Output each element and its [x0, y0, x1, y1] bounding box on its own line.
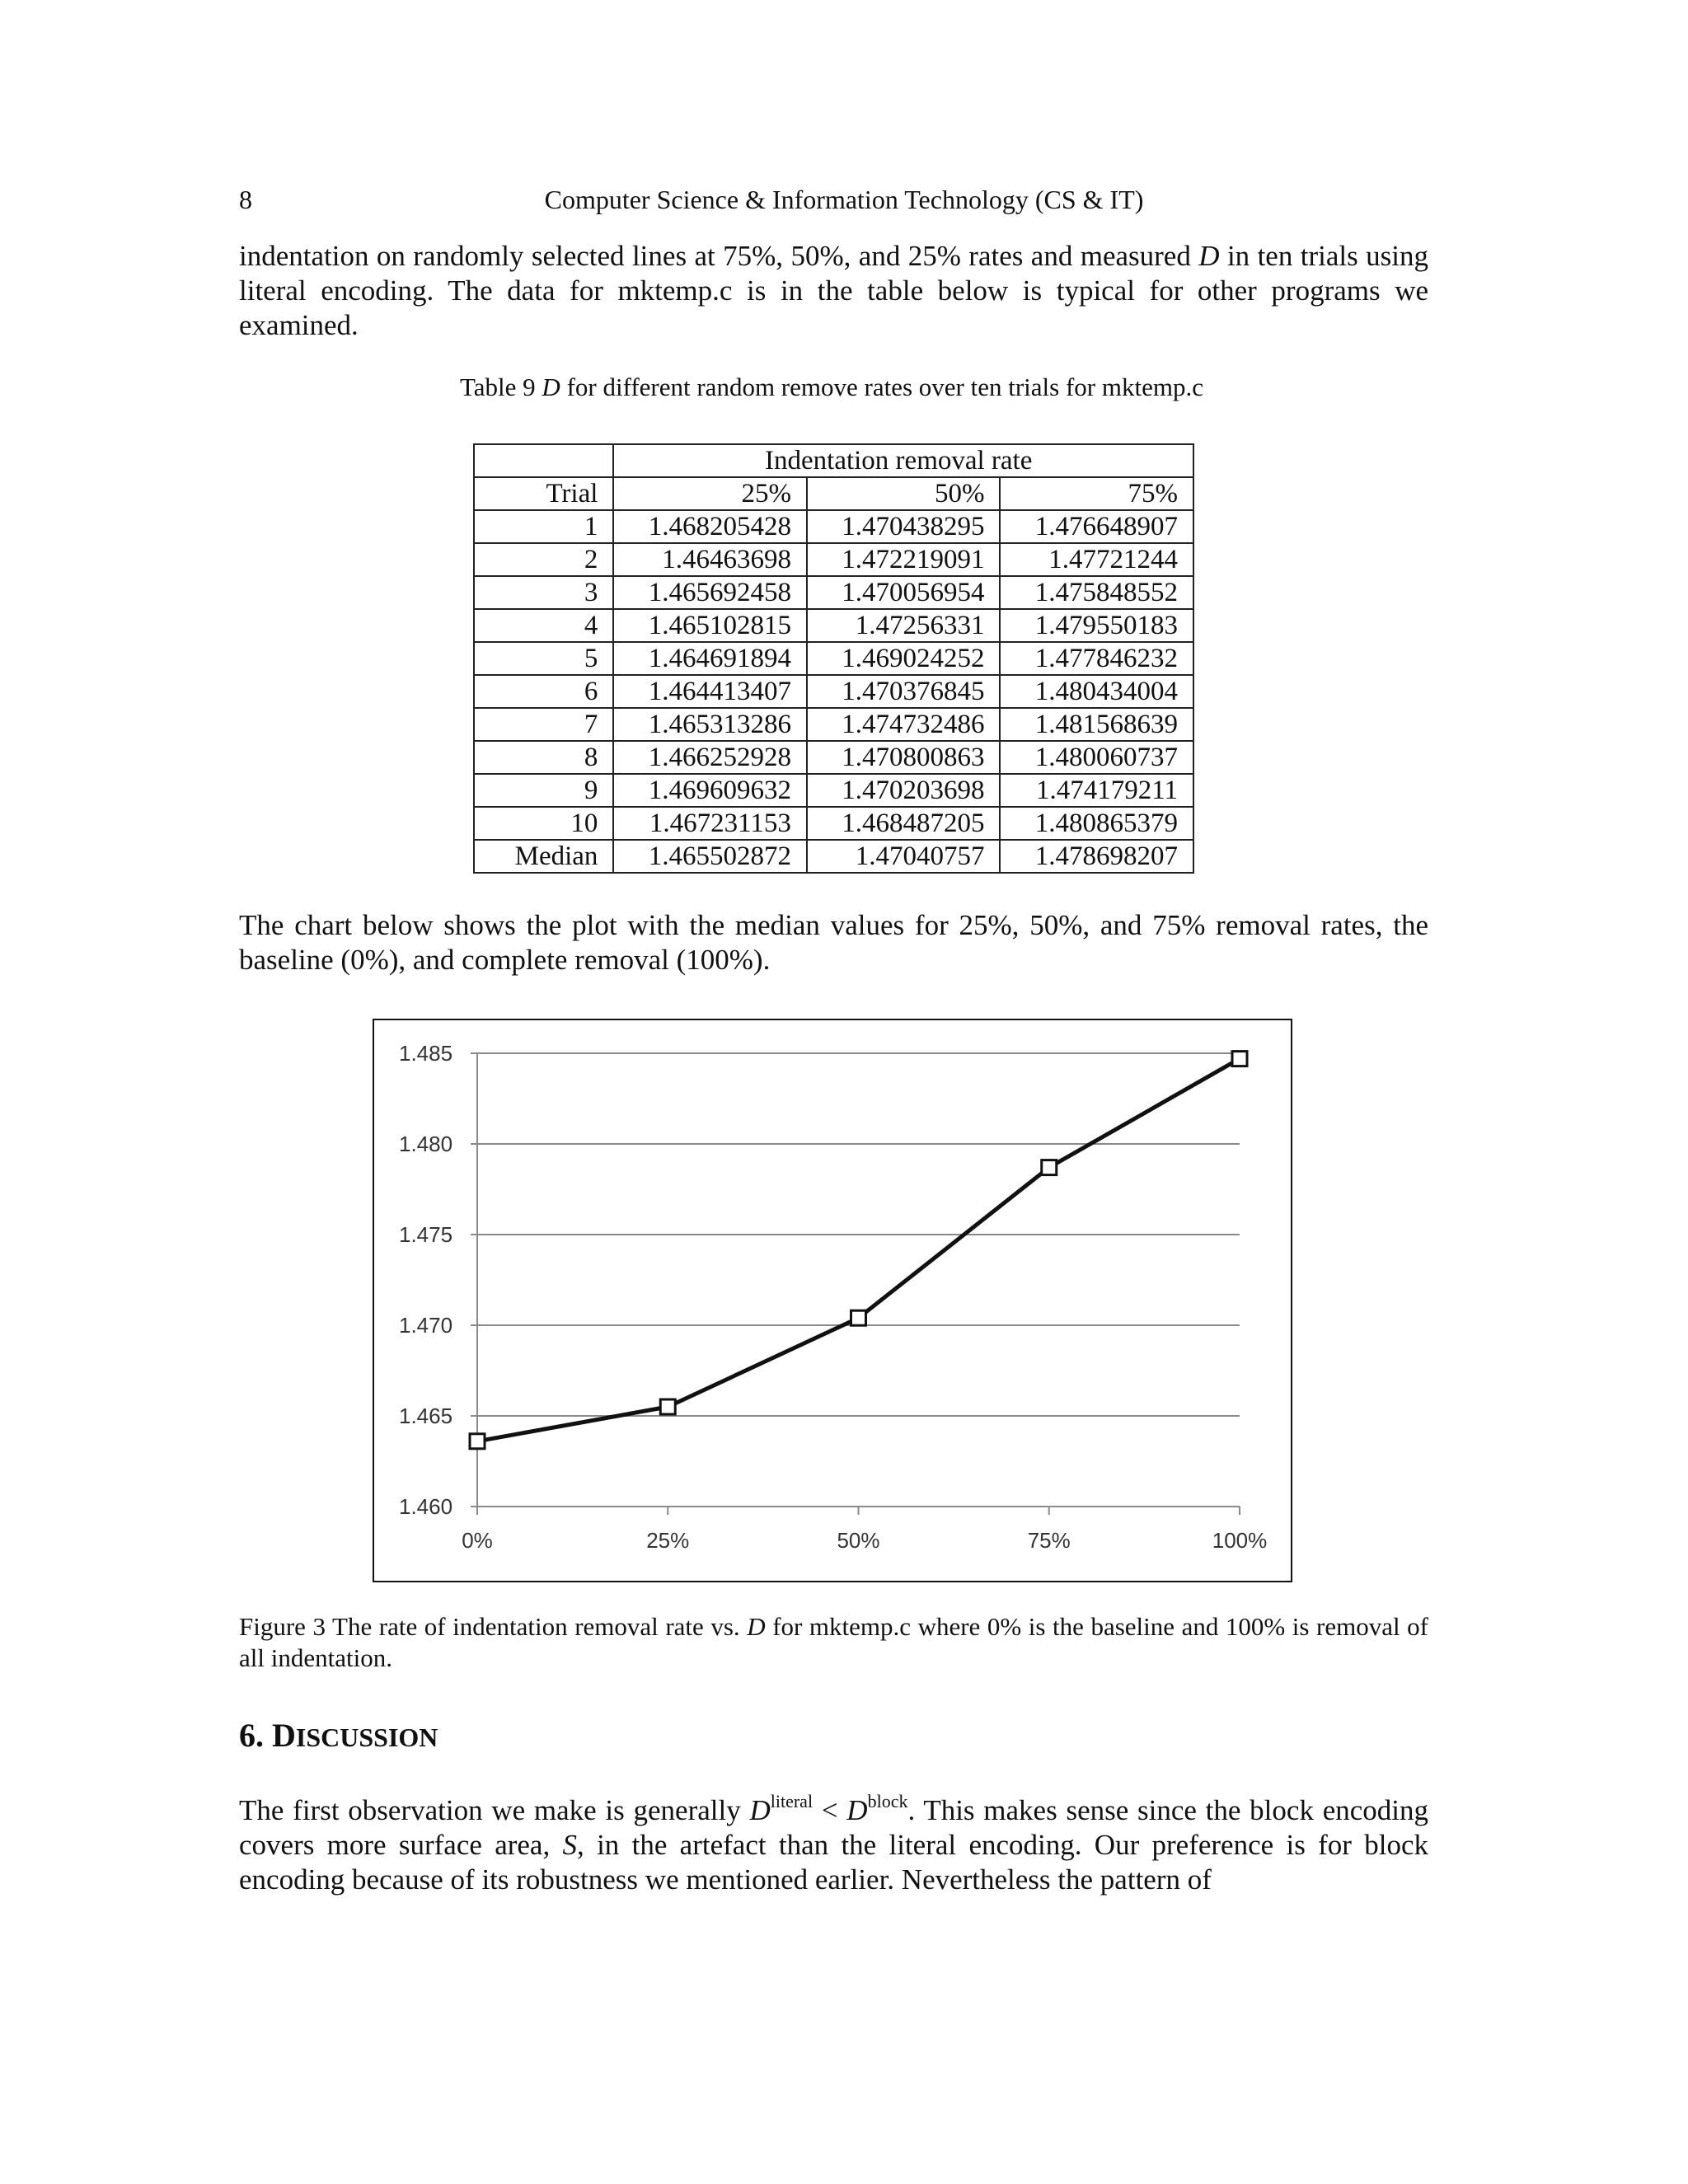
- line-chart-svg: [374, 1020, 1291, 1581]
- table-cell: 1.467231153: [613, 807, 807, 840]
- table-cell: 1.47256331: [807, 609, 1001, 642]
- y-tick-label: 1.480: [399, 1132, 453, 1156]
- table-header-trial: Trial: [474, 477, 613, 510]
- table-row-label: 9: [474, 774, 613, 807]
- table-header-75: 75%: [1000, 477, 1193, 510]
- table-cell: 1.472219091: [807, 543, 1001, 576]
- data-point-marker: [470, 1434, 485, 1449]
- x-tick-label: 50%: [837, 1528, 880, 1553]
- discussion-paragraph: [239, 1793, 1428, 1897]
- table-row: [474, 708, 1193, 741]
- table-group-header-row: [474, 444, 1193, 477]
- table-caption-prefix: Table 9: [460, 373, 542, 401]
- table-cell: 1.470800863: [807, 741, 1001, 774]
- discussion-text-1: The first observation we make is generally: [239, 1794, 750, 1826]
- table-row-label: 5: [474, 642, 613, 675]
- y-tick-label: 1.460: [399, 1494, 453, 1519]
- data-point-marker: [1042, 1160, 1057, 1175]
- results-table-body: [474, 444, 1193, 873]
- section-title-initial: D: [272, 1717, 296, 1754]
- table-row: [474, 774, 1193, 807]
- table-cell: 1.465102815: [613, 609, 807, 642]
- table-caption-variable: D: [542, 373, 560, 401]
- table-cell: 1.464413407: [613, 675, 807, 708]
- table-cell: 1.477846232: [1000, 642, 1193, 675]
- table-cell: 1.469024252: [807, 642, 1001, 675]
- x-tick-label: 100%: [1212, 1528, 1268, 1553]
- table-row-label: 1: [474, 510, 613, 543]
- table-row-label: 10: [474, 807, 613, 840]
- table-row-label: 7: [474, 708, 613, 741]
- discussion-sup-literal: literal: [770, 1791, 814, 1811]
- table-cell: 1.481568639: [1000, 708, 1193, 741]
- series-line: [477, 1059, 1240, 1441]
- table-cell: 1.478698207: [1000, 840, 1193, 873]
- table-cell: 1.480865379: [1000, 807, 1193, 840]
- table-caption-text: for different random remove rates over ten trials for mktemp.c: [560, 373, 1203, 401]
- data-point-marker: [1232, 1052, 1247, 1066]
- discussion-d-literal: D: [749, 1794, 771, 1826]
- table-row: [474, 675, 1193, 708]
- table-cell: 1.464691894: [613, 642, 807, 675]
- table-empty-cell: [474, 444, 613, 477]
- table-header-50: 50%: [807, 477, 1001, 510]
- table-cell: 1.47040757: [807, 840, 1001, 873]
- table-row: [474, 642, 1193, 675]
- table-cell: 1.470056954: [807, 576, 1001, 609]
- table-cell: 1.474732486: [807, 708, 1001, 741]
- table-caption: [0, 373, 1663, 402]
- intro-text-2: in ten trials using literal encoding. The data for mktemp.c is in the table below is typical for other programs we examined.: [239, 240, 1428, 341]
- table-row: [474, 510, 1193, 543]
- discussion-variable-s: S: [562, 1829, 578, 1861]
- y-tick-label: 1.470: [399, 1313, 453, 1338]
- results-table: [473, 443, 1194, 874]
- discussion-text-3: . This makes sense since the block encoding covers more surface area,: [239, 1794, 1428, 1861]
- table-cell: 1.468487205: [807, 807, 1001, 840]
- table-row-label: 8: [474, 741, 613, 774]
- table-row: [474, 840, 1193, 873]
- table-cell: 1.46463698: [613, 543, 807, 576]
- table-group-header: Indentation removal rate: [613, 444, 1193, 477]
- table-cell: 1.466252928: [613, 741, 807, 774]
- page-number: 8: [239, 185, 252, 214]
- table-cell: 1.465313286: [613, 708, 807, 741]
- table-cell: 1.469609632: [613, 774, 807, 807]
- table-cell: 1.470203698: [807, 774, 1001, 807]
- table-row: [474, 576, 1193, 609]
- running-head: Computer Science & Information Technology (CS & IT): [544, 185, 1144, 214]
- table-cell: 1.476648907: [1000, 510, 1193, 543]
- table-cell: 1.474179211: [1000, 774, 1193, 807]
- table-cell: 1.465502872: [613, 840, 807, 873]
- data-point-marker: [851, 1310, 866, 1325]
- x-tick-label: 75%: [1027, 1528, 1071, 1553]
- table-row-label: 2: [474, 543, 613, 576]
- table-cell: 1.47721244: [1000, 543, 1193, 576]
- table-row-label: 6: [474, 675, 613, 708]
- table-row-label: 4: [474, 609, 613, 642]
- discussion-sup-block: block: [867, 1791, 908, 1811]
- table-row: [474, 741, 1193, 774]
- table-cell: 1.480434004: [1000, 675, 1193, 708]
- discussion-d-block: D: [846, 1794, 868, 1826]
- table-cell: 1.470376845: [807, 675, 1001, 708]
- section-number: 6.: [239, 1717, 272, 1754]
- y-tick-label: 1.465: [399, 1404, 453, 1428]
- table-row-label: 3: [474, 576, 613, 609]
- section-title-rest: ISCUSSION: [295, 1722, 438, 1752]
- figure-caption-text: for mktemp.c where 0% is the baseline and 100% is removal of all indentation.: [239, 1612, 1428, 1672]
- intro-text-1: indentation on randomly selected lines at 75%, 50%, and 25% rates and measured: [239, 240, 1199, 272]
- discussion-text-4: , in the artefact than the literal encoding. Our preference is for block encoding because of its robustness we mentioned earlier. Nevertheless the pattern of: [239, 1829, 1428, 1896]
- figure-caption-variable: D: [747, 1612, 766, 1641]
- chart-intro-paragraph: The chart below shows the plot with the median values for 25%, 50%, and 75% removal rates, the baseline (0%), and complete removal (100%).: [239, 909, 1428, 976]
- intro-paragraph: [239, 239, 1428, 343]
- table-cell: 1.465692458: [613, 576, 807, 609]
- table-cell: 1.479550183: [1000, 609, 1193, 642]
- table-cell: 1.470438295: [807, 510, 1001, 543]
- line-chart: [373, 1019, 1292, 1582]
- table-row: [474, 543, 1193, 576]
- section-heading: [239, 1716, 438, 1755]
- data-point-marker: [660, 1399, 675, 1414]
- table-row: [474, 807, 1193, 840]
- y-tick-label: 1.475: [399, 1222, 453, 1247]
- y-tick-label: 1.485: [399, 1041, 453, 1066]
- x-tick-label: 0%: [462, 1528, 493, 1553]
- variable-d: D: [1198, 240, 1220, 272]
- discussion-text-2: <: [813, 1794, 847, 1826]
- figure-caption-prefix: Figure 3 The rate of indentation removal rate vs.: [239, 1612, 748, 1641]
- table-header-row: [474, 477, 1193, 510]
- table-cell: 1.468205428: [613, 510, 807, 543]
- table-cell: 1.480060737: [1000, 741, 1193, 774]
- x-tick-label: 25%: [646, 1528, 690, 1553]
- table-row-label: Median: [474, 840, 613, 873]
- table-header-25: 25%: [613, 477, 807, 510]
- table-row: [474, 609, 1193, 642]
- figure-caption: [239, 1611, 1428, 1674]
- table-cell: 1.475848552: [1000, 576, 1193, 609]
